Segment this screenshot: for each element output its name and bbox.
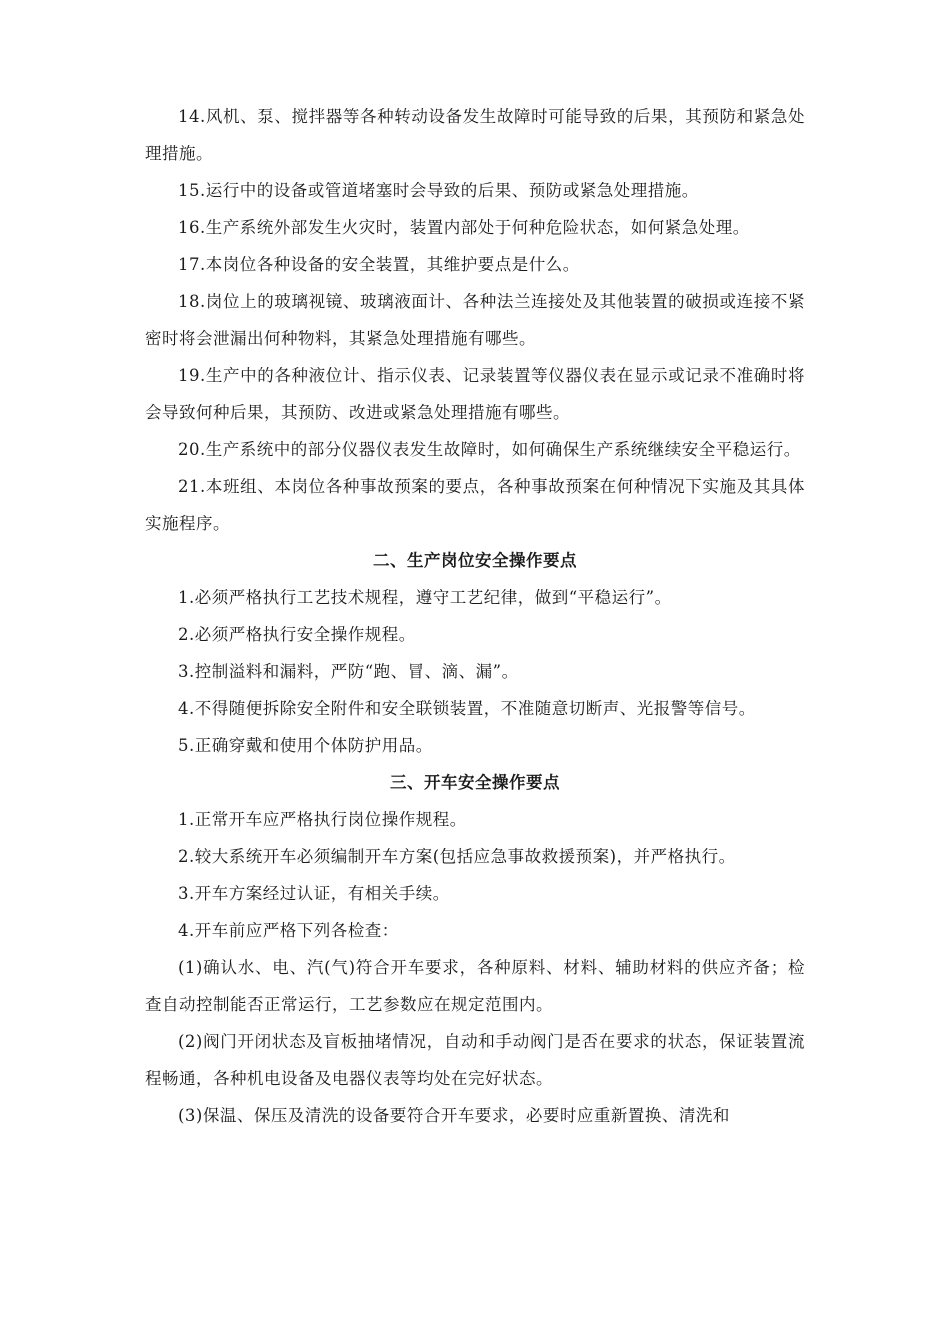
section3-item-2: 2.较大系统开车必须编制开车方案(包括应急事故救援预案)，并严格执行。 — [178, 847, 736, 866]
section3-subitem-3: (3)保温、保压及清洗的设备要符合开车要求，必要时应重新置换、清洗和 — [178, 1106, 730, 1125]
section3-subitem-2: (2)阀门开闭状态及盲板抽堵情况，自动和手动阀门是否在要求的状态，保证装置流程畅通，各种机电设备及电器仪表等均处在完好状态。 — [145, 1032, 805, 1088]
section2-item-3: 3.控制溢料和漏料，严防“跑、冒、滴、漏”。 — [178, 662, 519, 681]
section2-item-5: 5.正确穿戴和使用个体防护用品。 — [178, 736, 433, 755]
section2-item-1: 1.必须严格执行工艺技术规程，遵守工艺纪律，做到“平稳运行”。 — [178, 588, 672, 607]
section3-item-1: 1.正常开车应严格执行岗位操作规程。 — [178, 810, 467, 829]
item-18: 18.岗位上的玻璃视镜、玻璃液面计、各种法兰连接处及其他装置的破损或连接不紧密时将会泄漏出何种物料，其紧急处理措施有哪些。 — [145, 292, 805, 348]
item-14: 14.风机、泵、搅拌器等各种转动设备发生故障时可能导致的后果，其预防和紧急处理措施。 — [145, 107, 805, 163]
section3-subitem-1: (1)确认水、电、汽(气)符合开车要求，各种原料、材料、辅助材料的供应齐备；检查自动控制能否正常运行，工艺参数应在规定范围内。 — [145, 958, 805, 1014]
item-16: 16.生产系统外部发生火灾时，装置内部处于何种危险状态，如何紧急处理。 — [178, 218, 750, 237]
item-21: 21.本班组、本岗位各种事故预案的要点，各种事故预案在何种情况下实施及其具体实施程序。 — [145, 477, 805, 533]
item-20: 20.生产系统中的部分仪器仪表发生故障时，如何确保生产系统继续安全平稳运行。 — [178, 440, 801, 459]
section3-item-4: 4.开车前应严格下列各检查： — [178, 921, 399, 940]
item-15: 15.运行中的设备或管道堵塞时会导致的后果、预防或紧急处理措施。 — [178, 181, 699, 200]
section3-item-3: 3.开车方案经过认证，有相关手续。 — [178, 884, 450, 903]
item-17: 17.本岗位各种设备的安全装置，其维护要点是什么。 — [178, 255, 580, 274]
section-heading-3: 三、开车安全操作要点 — [390, 773, 560, 792]
document-page — [145, 98, 805, 1134]
section2-item-2: 2.必须严格执行安全操作规程。 — [178, 625, 416, 644]
item-19: 19.生产中的各种液位计、指示仪表、记录装置等仪器仪表在显示或记录不准确时将会导致何种后果，其预防、改进或紧急处理措施有哪些。 — [145, 366, 805, 422]
section2-item-4: 4.不得随便拆除安全附件和安全联锁装置，不准随意切断声、光报警等信号。 — [178, 699, 756, 718]
section-heading-2: 二、生产岗位安全操作要点 — [373, 551, 577, 570]
